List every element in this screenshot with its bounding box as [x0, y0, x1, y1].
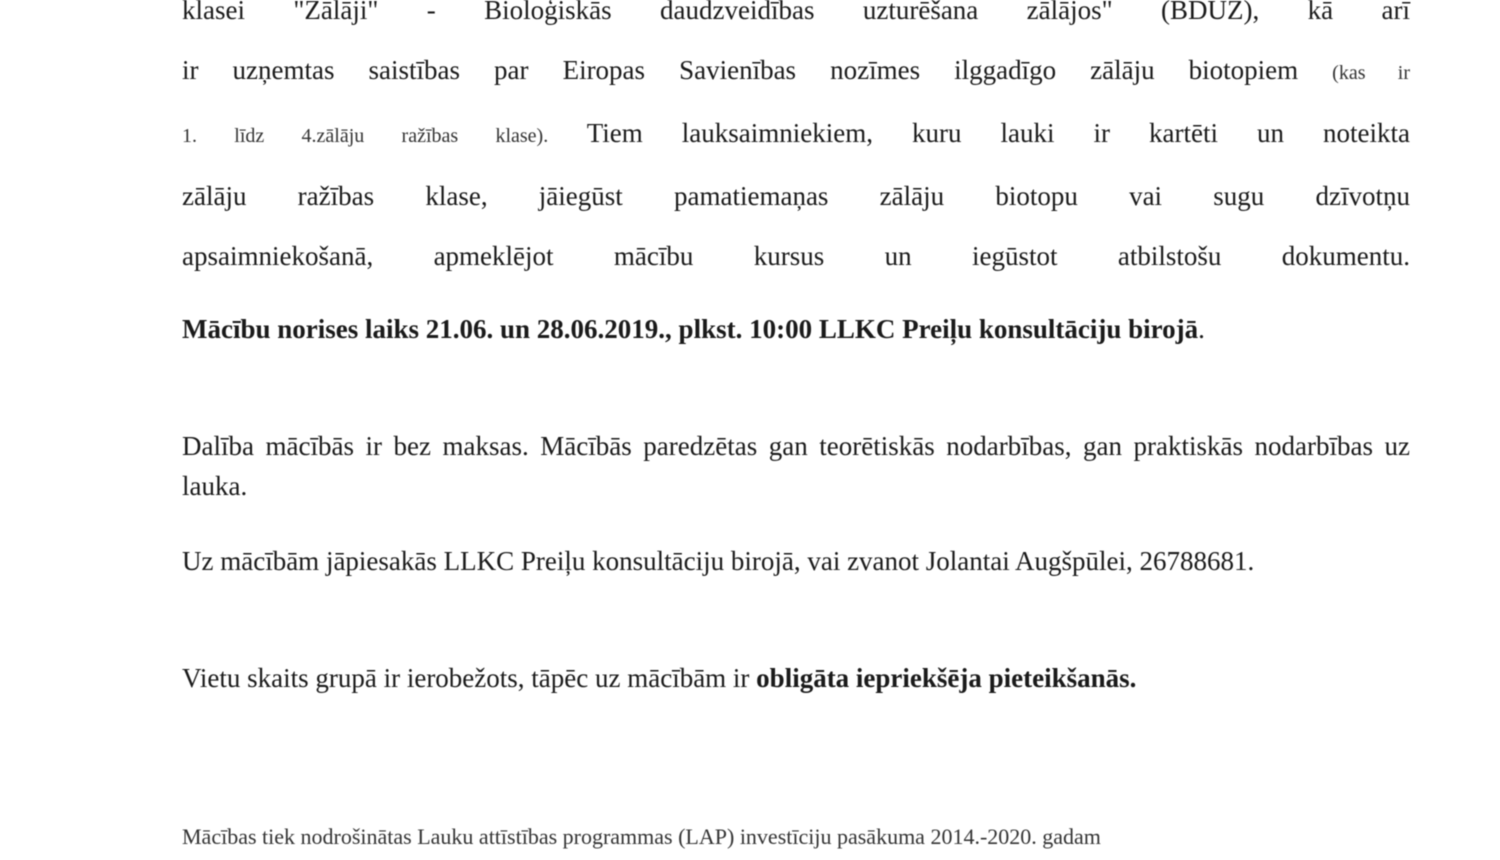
registration-paragraph	[182, 541, 1410, 581]
participation-text: Dalība mācībās ir bez maksas. Mācībās paredzētas gan teorētiskās nodarbības, gan praktiskās nodarbības uz lauka.	[182, 431, 1410, 501]
schedule-paragraph	[182, 309, 1410, 349]
intro-line-3: zālāju ražības klase, jāiegūst pamatiemaņas zālāju biotopu vai sugu dzīvotņu	[182, 181, 1410, 211]
intro-line-1-small: (kas ir	[1332, 62, 1410, 84]
intro-line-0: klasei "Zālāji" - Bioloģiskās daudzveidības uzturēšana zālājos" (BDUZ), kā arī	[182, 0, 1410, 25]
footer-note	[182, 820, 1410, 854]
intro-line-2: Tiem lauksaimniekiem, kuru lauki ir kartēti un noteikta	[586, 118, 1411, 148]
places-text: Vietu skaits grupā ir ierobežots, tāpēc uz mācībām ir	[182, 663, 757, 693]
places-paragraph	[182, 658, 1410, 698]
intro-paragraph	[182, 0, 1410, 286]
intro-line-4: apsaimniekošanā, apmeklējot mācību kursus un iegūstot atbilstošu dokumentu.	[182, 241, 1410, 271]
schedule-text: Mācību norises laiks 21.06. un 28.06.2019., plkst. 10:00 LLKC Preiļu konsultāciju birojā	[182, 314, 1199, 344]
participation-paragraph	[182, 426, 1410, 506]
intro-line-1: ir uzņemtas saistības par Eiropas Savienības nozīmes ilggadīgo zālāju biotopiem	[182, 55, 1299, 85]
intro-line-2-small: 1. līdz 4.zālāju ražības klase).	[182, 125, 549, 147]
schedule-end: .	[1198, 314, 1205, 344]
places-bold-text: obligāta iepriekšēja pieteikšanās.	[756, 663, 1137, 693]
registration-text: Uz mācībām jāpiesakās LLKC Preiļu konsultāciju birojā, vai zvanot Jolantai Augšpūlei, 26788681.	[182, 546, 1255, 576]
footer-text: Mācības tiek nodrošinātas Lauku attīstības programmas (LAP) investīciju pasākuma 2014.-2020. gadam	[182, 824, 1101, 849]
